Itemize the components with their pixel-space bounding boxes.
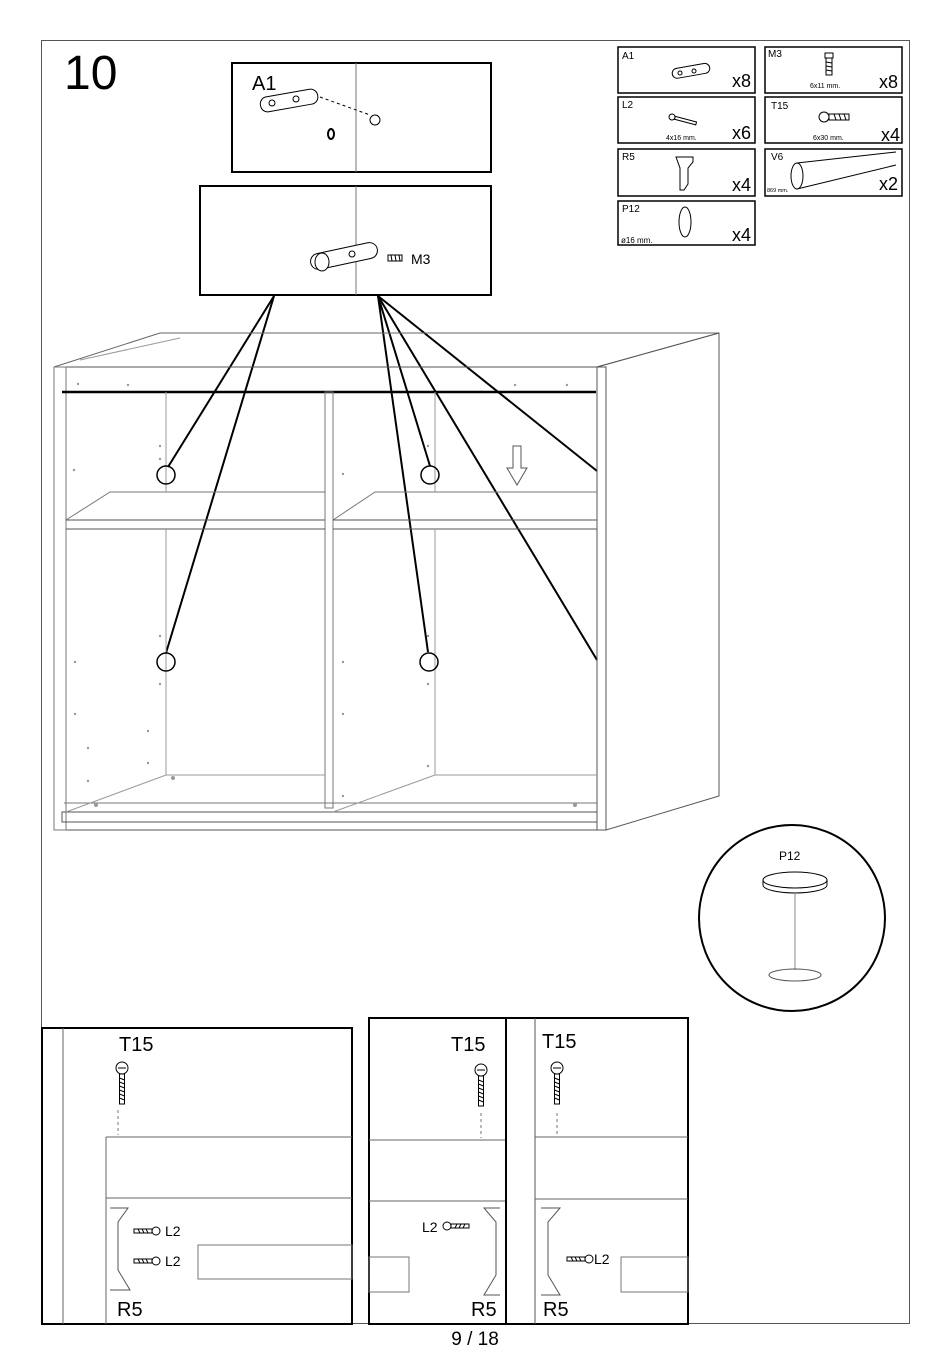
part-size: 869 mm. <box>767 188 789 194</box>
part-qty: x4 <box>731 225 751 245</box>
bottom-left-l2-b: L2 <box>165 1253 181 1269</box>
part-box-m3 <box>765 47 902 93</box>
t15-screw-icon <box>819 112 849 122</box>
bottom-left-t15: T15 <box>119 1034 154 1056</box>
detail-a1 <box>232 63 491 172</box>
part-box-a1 <box>618 47 755 93</box>
part-box-p12 <box>618 201 755 245</box>
part-qty: x2 <box>878 174 898 194</box>
part-qty: x4 <box>731 175 751 195</box>
part-code: R5 <box>622 152 635 163</box>
part-code: A1 <box>622 51 635 62</box>
cabinet-drawing <box>54 333 719 830</box>
circle-detail-p12 <box>699 825 885 1011</box>
part-box-r5 <box>618 149 755 196</box>
part-box-l2 <box>618 97 755 143</box>
part-code: V6 <box>771 152 784 163</box>
step-number: 10 <box>64 47 118 100</box>
detail-a1-label: A1 <box>252 73 277 95</box>
pin-p12-icon <box>679 207 691 237</box>
part-qty: x8 <box>878 72 898 92</box>
part-box-v6 <box>765 149 902 196</box>
part-size: 4x16 mm. <box>666 135 697 142</box>
bottom-mid-l2: L2 <box>422 1219 438 1235</box>
bottom-detail-left <box>42 1028 352 1324</box>
bottom-right-t15: T15 <box>542 1031 577 1053</box>
bottom-right-l2: L2 <box>594 1251 610 1267</box>
part-code: P12 <box>622 204 640 215</box>
part-qty: x8 <box>731 71 751 91</box>
part-size: 6x30 mm. <box>813 135 844 142</box>
part-code: M3 <box>768 49 782 60</box>
bottom-left-r5: R5 <box>117 1299 143 1321</box>
page-number: 9 / 18 <box>451 1329 499 1350</box>
circle-detail-label: P12 <box>779 849 801 863</box>
bottom-left-l2-a: L2 <box>165 1223 181 1239</box>
part-qty: x4 <box>880 125 900 145</box>
part-qty: x6 <box>731 123 751 143</box>
part-code: T15 <box>771 101 789 112</box>
part-box-t15 <box>765 97 902 145</box>
bottom-mid-t15: T15 <box>451 1034 486 1056</box>
detail-m3-label: M3 <box>411 251 431 267</box>
bottom-right-r5: R5 <box>543 1299 569 1321</box>
parts-legend <box>618 47 902 245</box>
bottom-mid-r5: R5 <box>471 1299 497 1321</box>
detail-m3 <box>200 186 491 295</box>
bottom-detail-right <box>506 1018 688 1324</box>
leader-lines <box>166 296 597 660</box>
m3-screw-icon <box>825 53 833 75</box>
part-code: L2 <box>622 100 634 111</box>
part-size: ø16 mm. <box>621 236 653 245</box>
part-size: 6x11 mm. <box>810 83 841 90</box>
bottom-detail-middle <box>369 1018 506 1324</box>
